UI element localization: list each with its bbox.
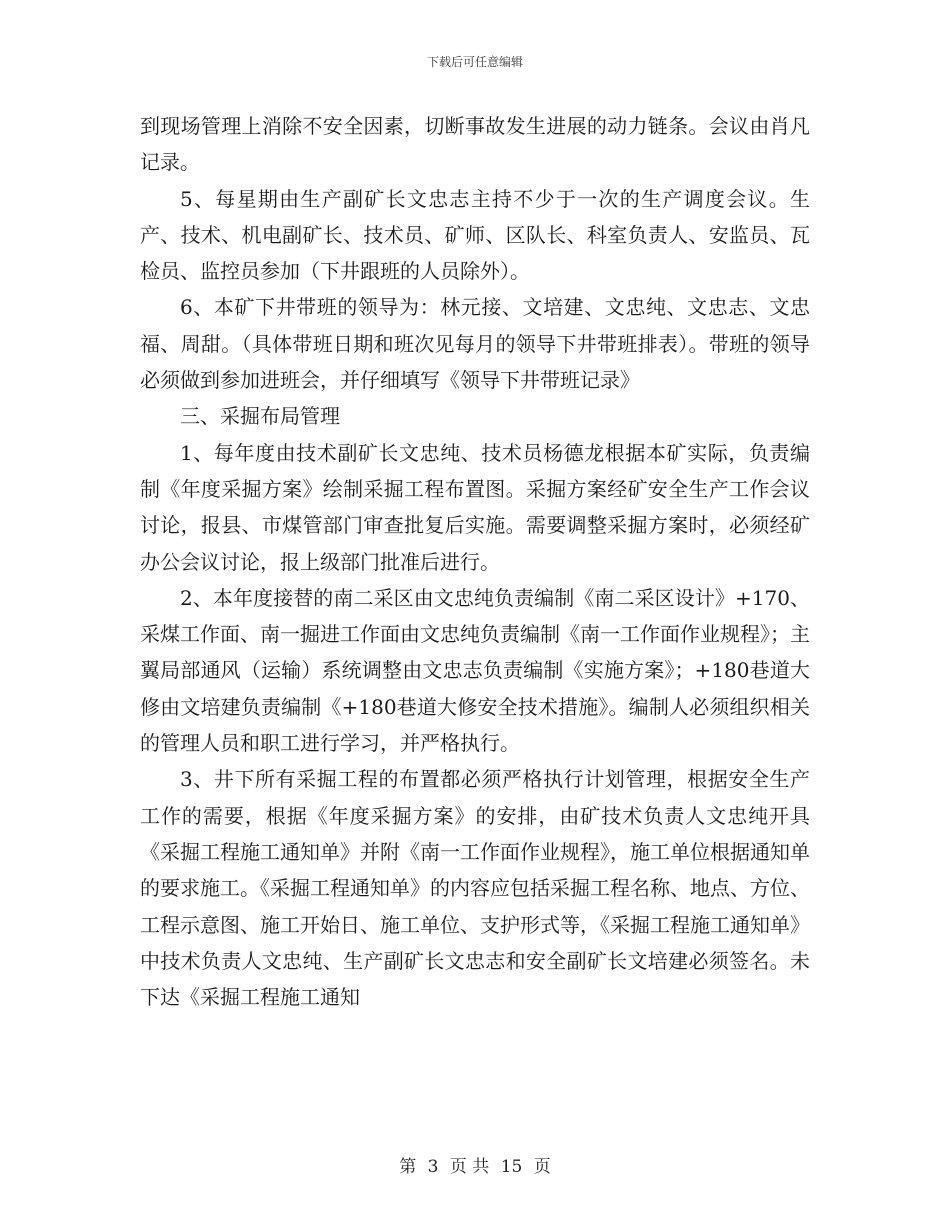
paragraph: 到现场管理上消除不安全因素，切断事故发生进展的动力链条。会议由肖凡记录。	[140, 114, 810, 175]
page-number: 3	[427, 1157, 439, 1177]
section-heading: 三、采掘布局管理	[180, 404, 340, 429]
page-label-prefix: 第	[399, 1157, 417, 1177]
paragraph: 6、本矿下井带班的领导为：林元接、文培建、文忠纯、文忠志、文忠福、周甜。（具体带班日期和班次见每月的领导下井带班排表）。带班的领导必须做到参加进班会，并仔细填写《领导下井带班记录》	[140, 295, 810, 393]
paragraph: 5、每星期由生产副矿长文忠志主持不少于一次的生产调度会议。生产、技术、机电副矿长、技术员、矿师、区队长、科室负责人、安监员、瓦检员、监控员参加（下井跟班的人员除外）。	[140, 186, 810, 284]
page-label-middle: 页 共	[449, 1157, 490, 1177]
paragraph: 3、井下所有采掘工程的布置都必须严格执行计划管理，根据安全生产工作的需要，根据《年度采掘方案》的安排，由矿技术负责人文忠纯开具《采掘工程施工通知单》并附《南一工作面作业规程》，施工单位根据通知单的要求施工。《采掘工程通知单》的内容应包括采掘工程名称、地点、方位、工程示意图、施工开始日、施工单位、支护形式等，《采掘工程施工通知单》中技术负责人文忠纯、生产副矿长文忠志和安全副矿长文培建必须签名。未下达《采掘工程施工通知	[140, 767, 810, 1010]
paragraph: 2、本年度接替的南二采区由文忠纯负责编制《南二采区设计》+170、采煤工作面、南一掘进工作面由文忠纯负责编制《南一工作面作业规程》；主翼局部通风（运输）系统调整由文忠志负责编制《实施方案》；+180巷道大修由文培建负责编制《+180巷道大修安全技术措施》。编制人必须组织相关的管理人员和职工进行学习，并严格执行。	[140, 585, 810, 756]
page-header: 下载后可任意编辑	[426, 55, 523, 69]
paragraph: 1、每年度由技术副矿长文忠纯、技术员杨德龙根据本矿实际，负责编制《年度采掘方案》绘制采掘工程布置图。采掘方案经矿安全生产工作会议讨论，报县、市煤管部门审查批复后实施。需要调整采掘方案时，必须经矿办公会议讨论，报上级部门批准后进行。	[140, 440, 810, 574]
document-body	[140, 108, 810, 1015]
page-total: 15	[500, 1157, 523, 1177]
page-label-suffix: 页	[533, 1157, 551, 1177]
page-footer	[0, 1152, 950, 1177]
